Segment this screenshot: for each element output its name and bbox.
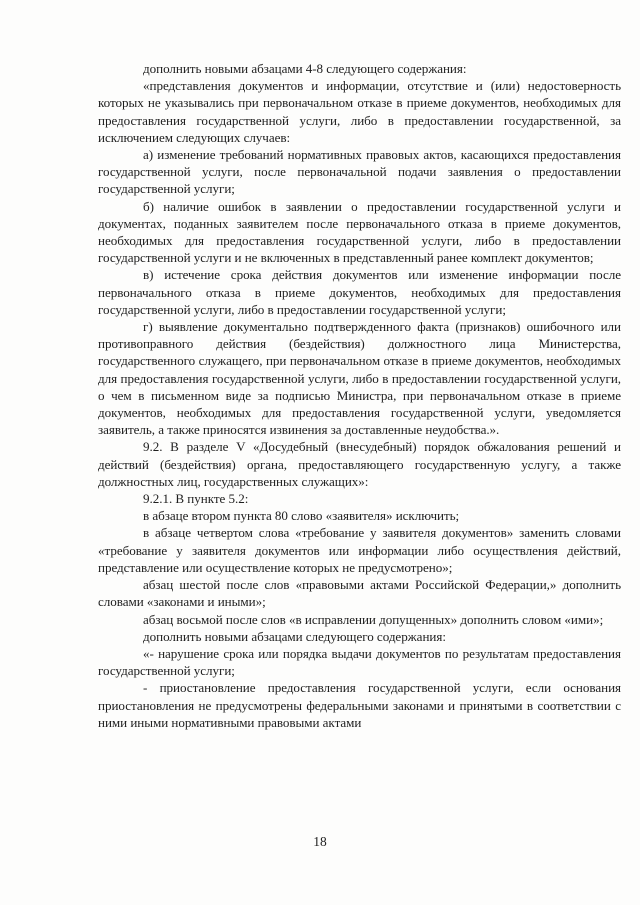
document-body xyxy=(98,60,621,731)
paragraph: в абзаце четвертом слова «требование у заявителя документов» заменить словами «требование у заявителя документов или информации либо осуществления действий, представление или осуществление которых не предусмотрено»; xyxy=(98,525,621,575)
paragraph: в) истечение срока действия документов или изменение информации после первоначального отказа в приеме документов, необходимых для предоставления государственной услуги, либо в предоставлении государственной услуги; xyxy=(98,267,621,317)
paragraph: в абзаце втором пункта 80 слово «заявителя» исключить; xyxy=(143,508,460,524)
paragraph: абзац шестой после слов «правовыми актами Российской Федерации,» дополнить словами «законами и иными»; xyxy=(98,577,621,610)
page-number: 18 xyxy=(313,834,327,849)
paragraph: «представления документов и информации, отсутствие и (или) недостоверность которых не указывались при первоначальном отказе в приеме документов, необходимых для предоставления государственной услуги, либо в предоставлении государственной, за исключением следующих случаев: xyxy=(98,78,621,145)
paragraph: 9.2. В разделе V «Досудебный (внесудебный) порядок обжалования решений и действий (бездействия) органа, предоставляющего государственную услугу, а также должностных лиц, государственных служащих»: xyxy=(98,439,621,489)
paragraph: а) изменение требований нормативных правовых актов, касающихся предоставления государственной услуги, после первоначальной подачи заявления о предоставлении государственной услуги; xyxy=(98,147,621,197)
paragraph: - приостановление предоставления государственной услуги, если основания приостановления не предусмотрены федеральными законами и принятыми в соответствии с ними иными нормативными правовыми актами xyxy=(98,680,621,730)
paragraph: 9.2.1. В пункте 5.2: xyxy=(143,491,249,507)
paragraph: «- нарушение срока или порядка выдачи документов по результатам предоставления государственной услуги; xyxy=(98,645,621,679)
paragraph: дополнить новыми абзацами 4-8 следующего содержания: xyxy=(143,61,467,76)
paragraph: абзац восьмой после слов «в исправлении допущенных» дополнить словом «ими»; xyxy=(143,611,604,627)
paragraph: г) выявление документально подтвержденного факта (признаков) ошибочного или противоправного действия (бездействия) должностного лица Министерства, государственного служащего, при первоначальном отказе в приеме документов, необходимых для предоставления государственной услуги, либо в предоставлении государственной услуги, о чем в письменном виде за подписью Министра, при первоначальном отказе в приеме документов, необходимых для предоставления государственной услуги, уведомляется заявитель, а также приносятся извинения за доставленные неудобства.». xyxy=(98,319,621,438)
paragraph: б) наличие ошибок в заявлении о предоставлении государственной услуги и документах, поданных заявителем после первоначального отказа в приеме документов, необходимых для предоставления государственной услуги, либо в предоставлении государственной услуги и не включенных в представленный ранее комплект документов; xyxy=(98,198,621,266)
paragraph: дополнить новыми абзацами следующего содержания: xyxy=(143,628,446,644)
